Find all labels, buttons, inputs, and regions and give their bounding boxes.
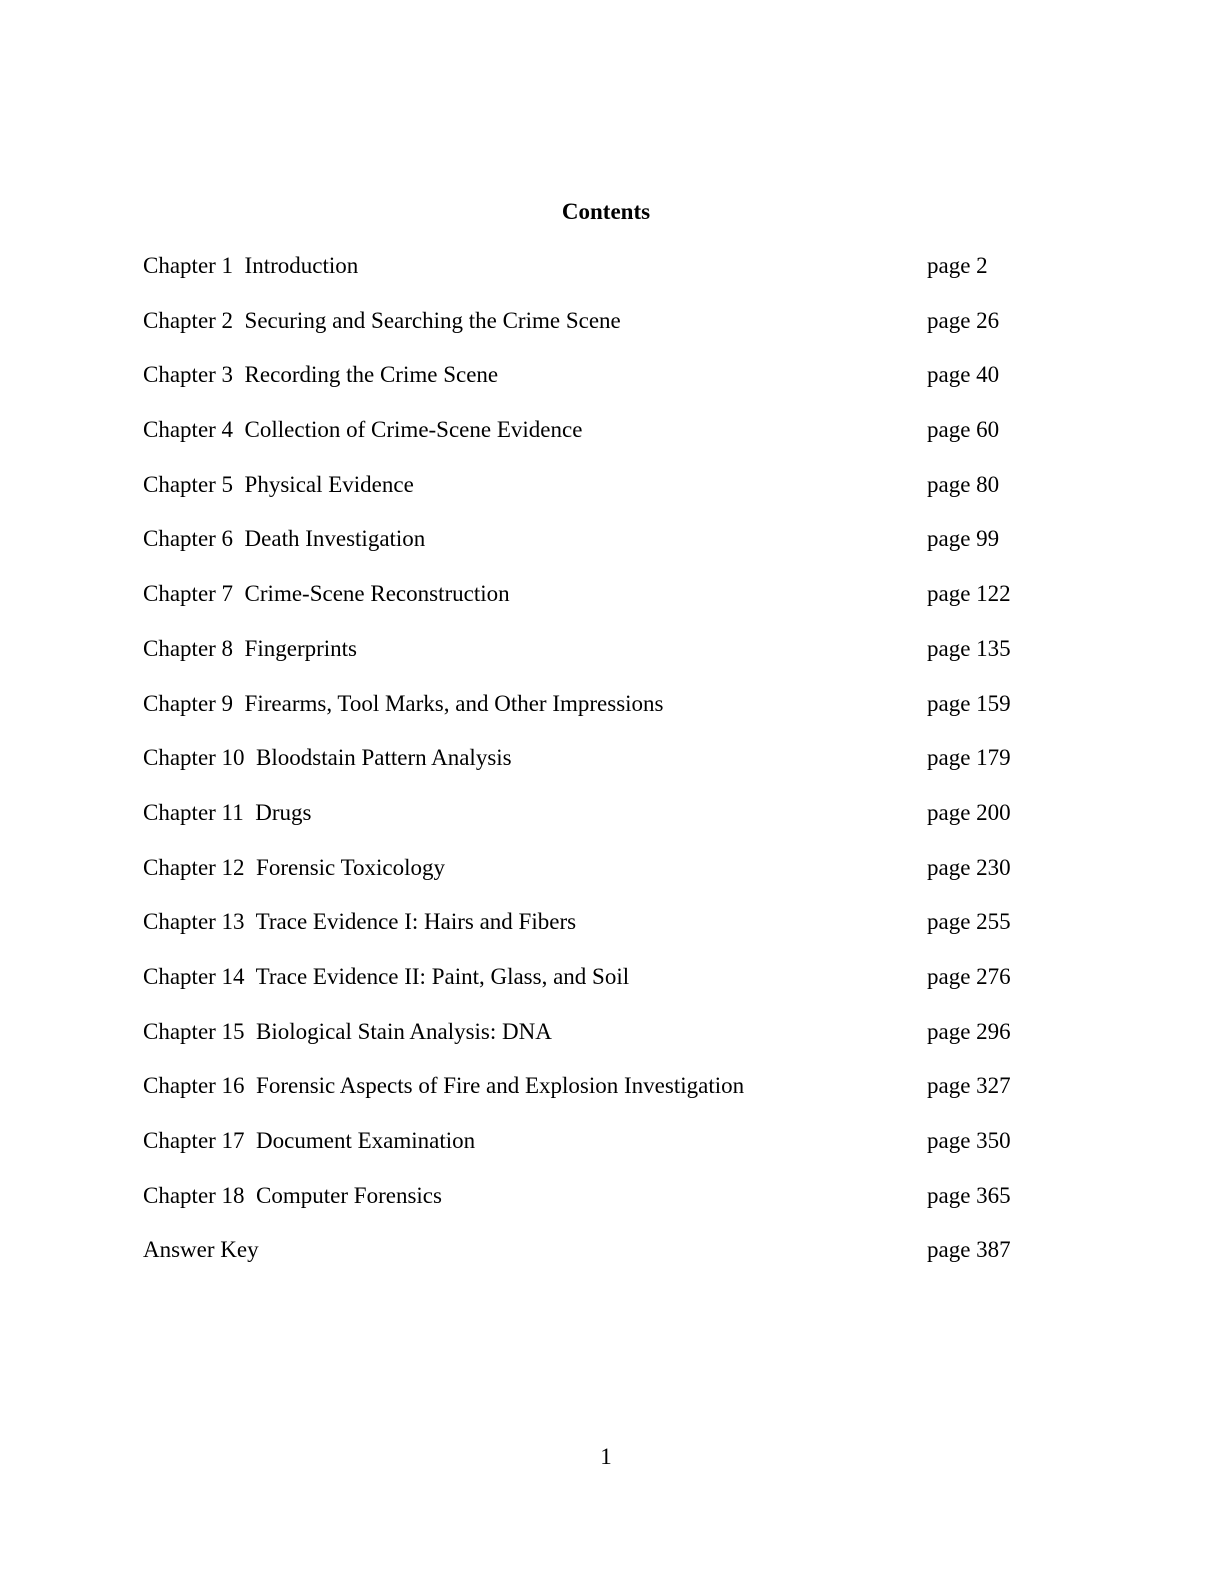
toc-entry-page: page 122 bbox=[927, 581, 1011, 607]
toc-entry bbox=[143, 415, 1043, 470]
toc-entry-page: page 135 bbox=[927, 635, 1011, 661]
toc-entry-title: Chapter 8 Fingerprints bbox=[143, 635, 357, 661]
toc-entry-title: Chapter 15 Biological Stain Analysis: DNA bbox=[143, 1018, 552, 1044]
page-number: 1 bbox=[600, 1444, 612, 1469]
toc-entry bbox=[143, 579, 1043, 634]
toc-entry-page: page 26 bbox=[927, 307, 1000, 333]
toc-entry-title: Chapter 13 Trace Evidence I: Hairs and Fibers bbox=[143, 909, 577, 935]
toc-entry bbox=[143, 1181, 1043, 1236]
toc-entry-page: page 365 bbox=[927, 1182, 1011, 1208]
toc-entry-title: Chapter 17 Document Examination bbox=[143, 1128, 476, 1153]
toc-entry bbox=[143, 1235, 1043, 1290]
toc-entry-title: Chapter 18 Computer Forensics bbox=[143, 1182, 442, 1208]
toc-entry bbox=[143, 306, 1043, 361]
toc-entry-page: page 296 bbox=[927, 1018, 1011, 1044]
toc-entry-title: Chapter 9 Firearms, Tool Marks, and Other Impressions bbox=[143, 690, 664, 716]
toc-entry bbox=[143, 853, 1043, 908]
toc-entry-page: page 99 bbox=[927, 526, 1000, 552]
toc-entry bbox=[143, 743, 1043, 798]
toc-entry-page: page 200 bbox=[927, 799, 1011, 825]
toc-entry-title: Chapter 2 Securing and Searching the Crime Scene bbox=[143, 307, 621, 333]
toc-entry bbox=[143, 634, 1043, 689]
toc-entry bbox=[143, 798, 1043, 853]
toc-entry-title: Chapter 12 Forensic Toxicology bbox=[143, 854, 446, 880]
toc-entry-title: Chapter 11 Drugs bbox=[143, 799, 312, 825]
toc-entry-title: Chapter 10 Bloodstain Pattern Analysis bbox=[143, 745, 512, 771]
toc-entry-title: Chapter 4 Collection of Crime-Scene Evidence bbox=[143, 417, 583, 443]
toc-entry bbox=[143, 360, 1043, 415]
toc-entry bbox=[143, 1071, 1043, 1126]
toc-entry-page: page 80 bbox=[927, 471, 1000, 497]
toc-entry-title: Chapter 14 Trace Evidence II: Paint, Glass, and Soil bbox=[143, 963, 630, 989]
toc-entry-title: Chapter 3 Recording the Crime Scene bbox=[143, 362, 499, 388]
table-of-contents bbox=[143, 251, 1043, 1290]
toc-entry bbox=[143, 524, 1043, 579]
toc-entry-title: Chapter 16 Forensic Aspects of Fire and Explosion Investigation bbox=[143, 1073, 745, 1099]
toc-entry-title: Chapter 5 Physical Evidence bbox=[143, 471, 414, 497]
toc-entry-title: Answer Key bbox=[143, 1237, 259, 1263]
toc-entry bbox=[143, 251, 1043, 306]
toc-entry-title: Chapter 1 Introduction bbox=[143, 253, 359, 278]
toc-entry bbox=[143, 907, 1043, 962]
toc-entry-page: page 60 bbox=[927, 417, 1000, 443]
toc-entry bbox=[143, 1126, 1043, 1181]
toc-entry bbox=[143, 470, 1043, 525]
toc-entry-page: page 2 bbox=[927, 253, 988, 278]
toc-entry-page: page 387 bbox=[927, 1237, 1011, 1263]
toc-entry-page: page 230 bbox=[927, 854, 1011, 880]
page-title: Contents bbox=[561, 199, 651, 224]
toc-entry-page: page 40 bbox=[927, 362, 1000, 388]
toc-entry-page: page 350 bbox=[927, 1128, 1011, 1153]
toc-entry-page: page 276 bbox=[927, 963, 1011, 989]
toc-entry-page: page 255 bbox=[927, 909, 1011, 935]
toc-entry bbox=[143, 1017, 1043, 1072]
toc-entry bbox=[143, 689, 1043, 744]
toc-entry-page: page 327 bbox=[927, 1073, 1011, 1099]
toc-entry-page: page 159 bbox=[927, 690, 1011, 716]
toc-entry-title: Chapter 7 Crime-Scene Reconstruction bbox=[143, 581, 510, 607]
toc-entry bbox=[143, 962, 1043, 1017]
toc-entry-page: page 179 bbox=[927, 745, 1011, 771]
toc-entry-title: Chapter 6 Death Investigation bbox=[143, 526, 426, 552]
